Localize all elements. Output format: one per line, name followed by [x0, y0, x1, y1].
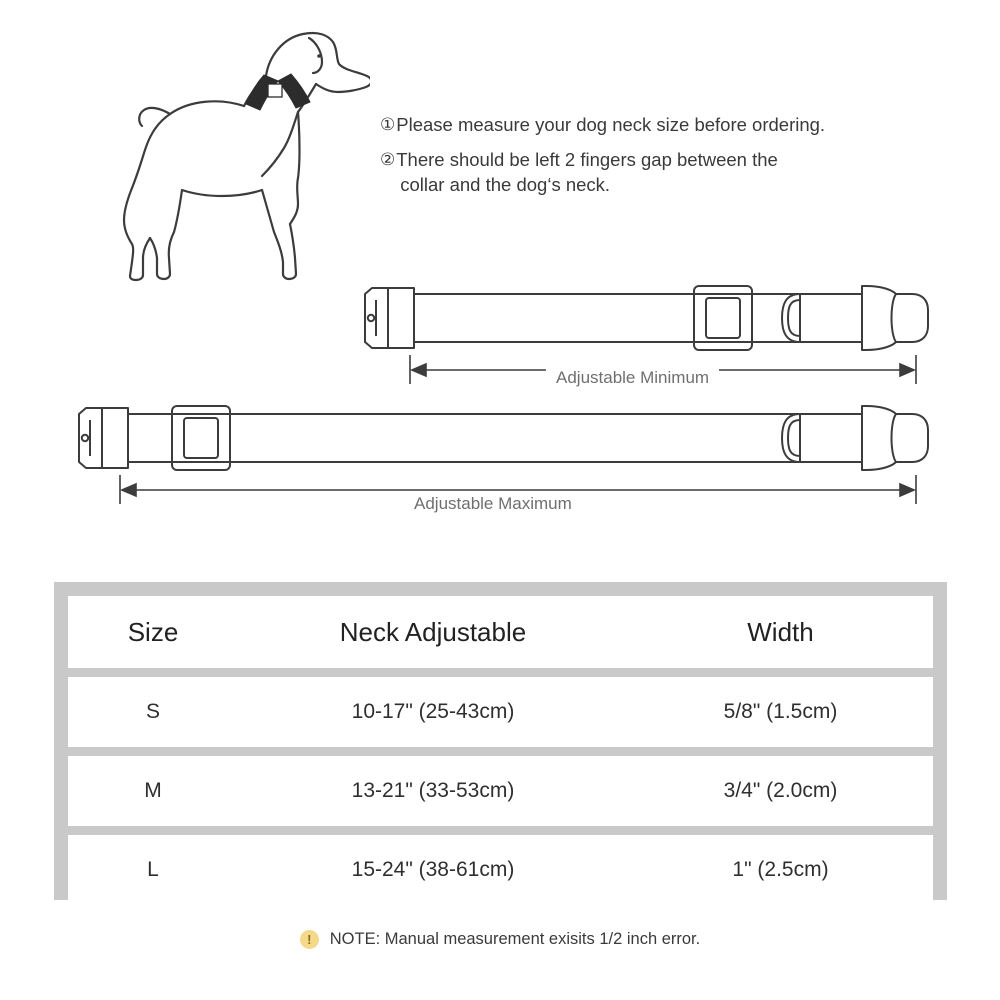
- collar-minimum-diagram: [0, 280, 1000, 400]
- dog-outline-icon: [70, 18, 370, 283]
- instruction-number-2: ②: [380, 150, 396, 169]
- table-header-size: Size: [127, 616, 179, 647]
- table-header-width: Width: [747, 616, 814, 647]
- cell-width-l: 1" (2.5cm): [732, 858, 829, 881]
- table-row: [68, 756, 933, 826]
- cell-neck-l: 15-24" (38-61cm): [351, 858, 515, 881]
- instruction-text-2: [396, 147, 940, 197]
- table-row: [68, 835, 933, 905]
- dimension-label-maximum: Adjustable Maximum: [404, 494, 582, 514]
- instruction-section: [0, 0, 1000, 290]
- instruction-text-2-line2: collar and the dog‘s neck.: [400, 174, 611, 195]
- table-row: [68, 677, 933, 747]
- instruction-text-2-line1: There should be left 2 fingers gap between the: [396, 149, 778, 170]
- cell-size-l: L: [147, 858, 159, 881]
- note-text: NOTE: Manual measurement exisits 1/2 inch error.: [329, 930, 701, 948]
- size-table: [54, 582, 947, 900]
- exclamation-icon: !: [300, 930, 319, 949]
- instruction-item-1: [380, 112, 940, 137]
- cell-neck-s: 10-17" (25-43cm): [351, 700, 515, 723]
- dimension-label-minimum: Adjustable Minimum: [546, 368, 719, 388]
- instruction-text-1: Please measure your dog neck size before ordering.: [396, 114, 826, 135]
- dimension-arrow-minimum: [0, 350, 1000, 390]
- cell-width-s: 5/8" (1.5cm): [723, 700, 838, 723]
- cell-size-m: M: [144, 779, 162, 802]
- note-row: [0, 930, 1000, 949]
- instruction-number-1: ①: [380, 115, 396, 134]
- instruction-list: [380, 112, 940, 207]
- table-header-row: [68, 596, 933, 668]
- cell-size-s: S: [145, 700, 160, 723]
- cell-neck-m: 13-21" (33-53cm): [351, 779, 515, 802]
- table-header-neck: Neck Adjustable: [339, 616, 527, 647]
- instruction-item-2: [380, 147, 940, 197]
- cell-width-m: 3/4" (2.0cm): [723, 779, 838, 802]
